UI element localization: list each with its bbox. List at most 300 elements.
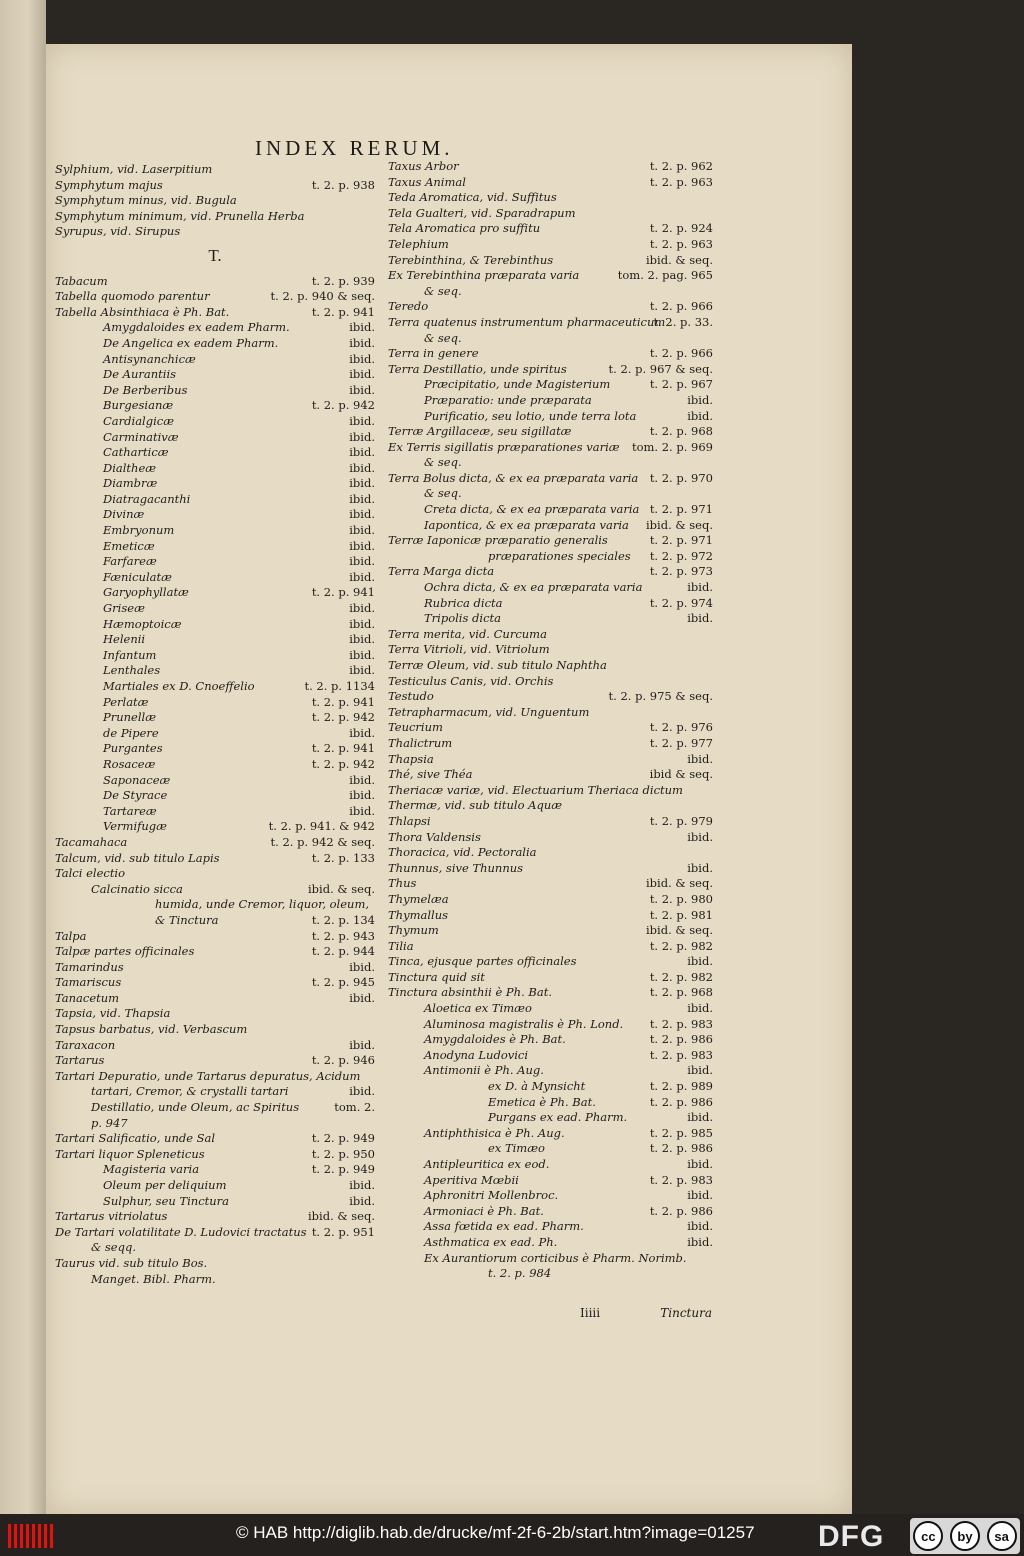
entry-reference: ibid. — [687, 408, 713, 423]
entry-term: Talpa — [55, 928, 87, 943]
entry-reference: t. 2. p. 975 & seq. — [608, 689, 713, 704]
entry-reference: t. 2. p. 986 — [649, 1032, 713, 1047]
index-entry — [55, 1256, 375, 1272]
entry-reference: ibid. — [687, 1001, 713, 1016]
entry-term: Teucrium — [388, 720, 443, 735]
entry-reference: t. 2. p. 939 — [311, 273, 375, 288]
index-entry — [55, 476, 375, 492]
index-entry — [388, 1219, 713, 1235]
entry-term: & seq. — [424, 455, 462, 470]
entry-reference: ibid. — [349, 601, 375, 616]
entry-term: Thé, sive Théa — [388, 767, 473, 782]
entry-reference: t. 2. p. 967 — [649, 377, 713, 392]
entry-term: Thlapsi — [388, 813, 431, 828]
entry-term: Præcipitatio, unde Magisterium — [424, 377, 611, 392]
entry-reference: ibid. — [349, 523, 375, 538]
entry-term: Tartarus vitriolatus — [55, 1209, 168, 1224]
entry-reference: t. 2. p. 966 — [649, 346, 713, 361]
entry-reference: ibid. — [349, 351, 375, 366]
entry-term: Tetrapharmacum, vid. Unguentum — [388, 704, 590, 719]
index-entry — [388, 237, 713, 253]
index-entry — [388, 299, 713, 315]
entry-term: Præparatio: unde præparata — [424, 392, 592, 407]
index-entry — [55, 570, 375, 586]
entry-term: Tartari liquor Spleneticus — [55, 1146, 205, 1161]
entry-term: Manget. Bibl. Pharm. — [91, 1271, 216, 1286]
entry-term: Terra in genere — [388, 346, 479, 361]
index-entry — [55, 913, 375, 929]
entry-term: Purgans ex ead. Pharm. — [488, 1110, 628, 1125]
entry-term: Asthmatica ex ead. Ph. — [424, 1234, 558, 1249]
entry-reference: ibid & seq. — [649, 767, 713, 782]
entry-reference: t. 2. p. 945 — [311, 975, 375, 990]
index-entry — [388, 642, 713, 658]
entry-term: Sulphur, seu Tinctura — [103, 1193, 230, 1208]
entry-reference: t. 2. p. 33. — [653, 314, 713, 329]
entry-term: Amygdaloides ex eadem Pharm. — [103, 320, 290, 335]
entry-reference: ibid. — [349, 413, 375, 428]
index-entry — [55, 1084, 375, 1100]
entry-reference: t. 2. p. 967 & seq. — [608, 361, 713, 376]
entry-term: Symphytum minimum, vid. Prunella Herba — [55, 208, 305, 223]
entry-term: Thermæ, vid. sub titulo Aquæ — [388, 798, 563, 813]
entry-reference: ibid. — [349, 1084, 375, 1099]
entry-term: Tabella quomodo parentur — [55, 289, 210, 304]
entry-reference: ibid. — [349, 460, 375, 475]
entry-term: & seq. — [424, 330, 462, 345]
entry-term: Aluminosa magistralis è Ph. Lond. — [424, 1016, 624, 1031]
index-entry — [55, 289, 375, 305]
entry-term: Destillatio, unde Oleum, ac Spiritus — [91, 1100, 300, 1115]
index-entry — [55, 788, 375, 804]
index-entry — [55, 960, 375, 976]
index-entry — [55, 224, 375, 240]
entry-term: Theriacæ variæ, vid. Electuarium Theriaca dictum — [388, 782, 683, 797]
index-entry — [55, 320, 375, 336]
entry-term: Perlatæ — [103, 694, 149, 709]
entry-term: Tinctura absinthii è Ph. Bat. — [388, 985, 552, 1000]
entry-term: Saponaceæ — [103, 772, 171, 787]
entry-term: ex D. à Mynsicht — [488, 1079, 586, 1094]
entry-reference: t. 2. p. 946 — [311, 1053, 375, 1068]
index-entry — [388, 1110, 713, 1126]
index-entry — [55, 1178, 375, 1194]
entry-reference: tom. 2. p. 969 — [631, 439, 713, 454]
index-entry — [55, 1022, 375, 1038]
index-entry — [55, 585, 375, 601]
index-entry — [55, 757, 375, 773]
index-entry — [388, 1204, 713, 1220]
index-entry — [55, 710, 375, 726]
entry-reference: t. 2. p. 968 — [649, 985, 713, 1000]
index-entry — [388, 970, 713, 986]
entry-term: Amygdaloides è Ph. Bat. — [424, 1032, 566, 1047]
index-entry — [388, 409, 713, 425]
entry-term: Tilia — [388, 938, 414, 953]
index-entry — [55, 274, 375, 290]
entry-reference: t. 2. p. 134 — [311, 912, 375, 927]
index-entry — [55, 819, 375, 835]
entry-reference: ibid. & seq. — [307, 1209, 375, 1224]
entry-reference: ibid. — [687, 611, 713, 626]
entry-term: Talpæ partes officinales — [55, 944, 195, 959]
entry-reference: t. 2. p. 941 — [311, 304, 375, 319]
entry-term: Tabella Absinthiaca è Ph. Bat. — [55, 304, 230, 319]
entry-reference: t. 2. p. 944 — [311, 944, 375, 959]
entry-term: Terra quatenus instrumentum pharmaceuticum — [388, 314, 666, 329]
index-entry — [55, 209, 375, 225]
index-entry — [55, 445, 375, 461]
index-entry — [388, 393, 713, 409]
entry-reference: t. 2. p. 973 — [649, 564, 713, 579]
index-entry — [55, 1225, 375, 1241]
index-entry — [388, 1188, 713, 1204]
entry-reference: t. 2. p. 941 — [311, 585, 375, 600]
entry-term: Iapontica, & ex ea præparata varia — [424, 517, 629, 532]
index-entry — [388, 767, 713, 783]
index-entry — [55, 601, 375, 617]
index-entry — [55, 1131, 375, 1147]
entry-reference: ibid. & seq. — [645, 252, 713, 267]
entry-reference: ibid. — [349, 788, 375, 803]
entry-term: Rosaceæ — [103, 756, 156, 771]
index-entry — [55, 1240, 375, 1256]
entry-term: De Berberibus — [103, 382, 188, 397]
entry-term: Tacamahaca — [55, 834, 128, 849]
by-icon: by — [950, 1521, 980, 1551]
entry-reference: ibid. — [349, 663, 375, 678]
entry-term: Cardialgicæ — [103, 413, 175, 428]
entry-reference: t. 2. p. 941 — [311, 741, 375, 756]
entry-term: Tartareæ — [103, 803, 157, 818]
entry-reference: t. 2. p. 963 — [649, 174, 713, 189]
entry-term: Testudo — [388, 689, 434, 704]
right-main-entries — [388, 159, 713, 1282]
entry-reference: t. 2. p. 949 — [311, 1131, 375, 1146]
entry-term: Terræ Argillaceæ, seu sigillatæ — [388, 424, 572, 439]
entry-term: De Tartari volatilitate D. Ludovici tractatus — [55, 1224, 307, 1239]
entry-term: & seq. — [424, 486, 462, 501]
index-entry — [388, 175, 713, 191]
index-entry — [388, 1095, 713, 1111]
entry-term: Tela Gualteri, vid. Sparadrapum — [388, 205, 576, 220]
entry-term: & Tinctura — [155, 912, 219, 927]
index-entry — [388, 908, 713, 924]
entry-term: Creta dicta, & ex ea præparata varia — [424, 502, 640, 517]
index-entry — [55, 1116, 375, 1132]
cc-license-badge[interactable] — [910, 1518, 1020, 1554]
index-right-column — [388, 159, 713, 1282]
entry-term: Tartari Depuratio, unde Tartarus depuratus, Acidum — [55, 1068, 361, 1083]
entry-term: Purificatio, seu lotio, unde terra lota — [424, 408, 637, 423]
entry-term: Terræ Oleum, vid. sub titulo Naphtha — [388, 658, 607, 672]
entry-term: Purgantes — [103, 741, 163, 756]
index-entry — [388, 502, 713, 518]
entry-reference: ibid. — [349, 507, 375, 522]
entry-reference: t. 2. p. 951 — [311, 1224, 375, 1239]
entry-reference: ibid. — [687, 392, 713, 407]
entry-term: & seq. — [424, 283, 462, 298]
index-entry — [55, 804, 375, 820]
index-entry — [55, 726, 375, 742]
entry-reference: ibid. — [349, 554, 375, 569]
entry-term: Aphronitri Mollenbroc. — [424, 1188, 559, 1203]
entry-term: Tela Aromatica pro suffitu — [388, 221, 541, 236]
index-entry — [388, 1126, 713, 1142]
entry-reference: t. 2. p. 972 — [649, 548, 713, 563]
index-entry — [55, 162, 375, 178]
entry-reference: ibid. & seq. — [307, 881, 375, 896]
entry-term: Farfareæ — [103, 554, 157, 569]
index-entry — [55, 554, 375, 570]
entry-term: Terræ Iaponicæ præparatio generalis — [388, 533, 608, 548]
entry-reference: t. 2. p. 979 — [649, 813, 713, 828]
entry-reference: ibid. — [349, 569, 375, 584]
entry-term: Teredo — [388, 299, 429, 314]
entry-term: Tapsus barbatus, vid. Verbascum — [55, 1022, 248, 1037]
index-entry — [388, 315, 713, 331]
entry-term: ex Timæo — [488, 1141, 545, 1156]
entry-term: Tinca, ejusque partes officinales — [388, 954, 577, 969]
entry-term: Emeticæ — [103, 538, 155, 553]
entry-term: Catharticæ — [103, 445, 169, 460]
index-entry — [55, 851, 375, 867]
entry-reference: ibid. — [349, 445, 375, 460]
entry-term: Infantum — [103, 647, 157, 662]
entry-reference: ibid. — [349, 382, 375, 397]
entry-reference: t. 2. p. 986 — [649, 1094, 713, 1109]
index-entry — [388, 1141, 713, 1157]
index-entry — [388, 985, 713, 1001]
index-entry — [388, 440, 713, 456]
index-entry — [388, 346, 713, 362]
entry-reference: ibid. — [349, 476, 375, 491]
entry-reference: t. 2. p. 133 — [311, 850, 375, 865]
index-entry — [388, 798, 713, 814]
index-entry — [55, 523, 375, 539]
entry-reference: ibid. & seq. — [645, 923, 713, 938]
entry-term: Emetica è Ph. Bat. — [488, 1094, 596, 1109]
index-entry — [388, 253, 713, 269]
entry-term: Sylphium, vid. Laserpitium — [55, 162, 213, 176]
entry-reference: t. 2. p. 971 — [649, 533, 713, 548]
entry-reference: t. 2. p. 962 — [649, 159, 713, 173]
entry-term: Terra Destillatio, unde spiritus — [388, 361, 567, 376]
entry-term: De Styrace — [103, 788, 168, 803]
index-entry — [388, 268, 713, 284]
entry-reference: t. 2. p. 985 — [649, 1125, 713, 1140]
index-entry — [388, 1173, 713, 1189]
entry-reference: t. 2. p. 977 — [649, 735, 713, 750]
entry-reference: ibid. — [349, 429, 375, 444]
index-entry — [55, 193, 375, 209]
entry-term: Garyophyllatæ — [103, 585, 189, 600]
index-entry — [388, 752, 713, 768]
entry-term: De Aurantiis — [103, 367, 177, 382]
entry-reference: ibid. — [687, 1188, 713, 1203]
index-entry — [388, 424, 713, 440]
entry-reference: t. 2. p. 968 — [649, 424, 713, 439]
entry-term: Vermifugæ — [103, 819, 167, 834]
index-entry — [55, 1038, 375, 1054]
entry-term: Carminativæ — [103, 429, 179, 444]
index-entry — [55, 367, 375, 383]
entry-term: Testiculus Canis, vid. Orchis — [388, 673, 554, 688]
entry-term: t. 2. p. 984 — [488, 1266, 552, 1281]
entry-term: Thora Valdensis — [388, 829, 481, 844]
index-entry — [55, 383, 375, 399]
index-entry — [388, 939, 713, 955]
entry-reference: ibid. — [687, 1063, 713, 1078]
index-entry — [55, 632, 375, 648]
index-entry — [388, 736, 713, 752]
index-entry — [55, 1053, 375, 1069]
entry-term: Helenii — [103, 632, 146, 647]
index-entry — [55, 539, 375, 555]
entry-term: Ochra dicta, & ex ea præparata varia — [424, 580, 643, 595]
entry-term: Thoracica, vid. Pectoralia — [388, 845, 537, 860]
entry-term: Calcinatio sicca — [91, 881, 183, 896]
entry-term: Thymallus — [388, 907, 448, 922]
entry-reference: ibid. — [349, 367, 375, 382]
index-entry — [55, 975, 375, 991]
catchword: Tinctura — [660, 1306, 712, 1320]
entry-term: Lenthales — [103, 663, 161, 678]
entry-term: Terra Bolus dicta, & ex ea præparata varia — [388, 470, 639, 485]
index-entry — [388, 1048, 713, 1064]
index-entry — [55, 1272, 375, 1288]
entry-reference: ibid. — [349, 990, 375, 1005]
index-left-column — [55, 162, 375, 1287]
index-entry — [388, 284, 713, 300]
entry-reference: ibid. — [349, 1193, 375, 1208]
index-entry — [55, 1194, 375, 1210]
index-entry — [55, 414, 375, 430]
entry-reference: t. 2. p. 982 — [649, 969, 713, 984]
index-entry — [388, 861, 713, 877]
entry-reference: ibid. — [349, 538, 375, 553]
entry-reference: ibid. — [687, 829, 713, 844]
index-entry — [55, 695, 375, 711]
index-entry — [388, 1079, 713, 1095]
section-letter: T. — [208, 245, 222, 265]
entry-reference: ibid. — [349, 725, 375, 740]
entry-reference: t. 2. p. 981 — [649, 907, 713, 922]
entry-term: Embryonum — [103, 523, 175, 538]
entry-term: Terra merita, vid. Curcuma — [388, 626, 547, 641]
entry-term: Taurus vid. sub titulo Bos. — [55, 1255, 208, 1270]
index-entry — [55, 492, 375, 508]
index-entry — [388, 471, 713, 487]
entry-term: Thapsia — [388, 751, 434, 766]
entry-reference: ibid. — [349, 616, 375, 631]
index-entry — [388, 923, 713, 939]
entry-term: Antimonii è Ph. Aug. — [424, 1063, 544, 1078]
entry-reference: tom. 2. — [334, 1100, 375, 1115]
index-entry — [388, 845, 713, 861]
entry-term: Armoniaci è Ph. Bat. — [424, 1203, 544, 1218]
entry-reference: t. 2. p. 976 — [649, 720, 713, 735]
entry-reference: ibid. — [687, 1219, 713, 1234]
index-entry — [388, 1266, 713, 1282]
index-entry — [388, 533, 713, 549]
entry-term: Ex Aurantiorum corticibus è Pharm. Norimb. — [424, 1250, 687, 1265]
entry-reference: t. 2. p. 963 — [649, 236, 713, 251]
index-entry — [55, 305, 375, 321]
entry-term: Symphytum minus, vid. Bugula — [55, 193, 237, 208]
entry-term: Terebinthina, & Terebinthus — [388, 252, 554, 267]
entry-term: Symphytum majus — [55, 177, 163, 192]
index-entry — [55, 1209, 375, 1225]
index-entry — [388, 518, 713, 534]
entry-reference: t. 2. p. 974 — [649, 595, 713, 610]
index-entry — [388, 486, 713, 502]
index-entry — [388, 190, 713, 206]
index-entry — [55, 398, 375, 414]
entry-term: Burgesianæ — [103, 398, 174, 413]
entry-term: Tartari Salificatio, unde Sal — [55, 1131, 216, 1146]
entry-reference: ibid. & seq. — [645, 876, 713, 891]
entry-term: Thus — [388, 876, 417, 891]
index-entry — [55, 835, 375, 851]
entry-reference: t. 2. p. 950 — [311, 1146, 375, 1161]
index-entry — [388, 830, 713, 846]
entry-reference: ibid. — [687, 580, 713, 595]
entry-term: Terra Vitrioli, vid. Vitriolum — [388, 642, 550, 657]
entry-term: Diambræ — [103, 476, 158, 491]
entry-reference: t. 2. p. 941 — [311, 694, 375, 709]
index-entry — [388, 221, 713, 237]
entry-term: Thymelæa — [388, 891, 449, 906]
entry-term: Rubrica dicta — [424, 595, 503, 610]
entry-reference: ibid. — [687, 860, 713, 875]
index-entry — [388, 1001, 713, 1017]
index-entry — [55, 897, 375, 913]
index-entry — [388, 783, 713, 799]
entry-reference: ibid. — [349, 959, 375, 974]
index-entry — [388, 455, 713, 471]
index-entry — [55, 430, 375, 446]
entry-reference: t. 2. p. 980 — [649, 891, 713, 906]
entry-term: Taxus Arbor — [388, 159, 459, 173]
entry-term: tartari, Cremor, & crystalli tartari — [91, 1084, 289, 1099]
index-entry — [388, 705, 713, 721]
entry-term: Anodyna Ludovici — [424, 1047, 529, 1062]
entry-term: Tinctura quid sit — [388, 969, 485, 984]
entry-reference: t. 2. p. 942 — [311, 710, 375, 725]
entry-reference: ibid. — [349, 1178, 375, 1192]
entry-reference: t. 2. p. 942 — [311, 756, 375, 771]
entry-reference: t. 2. p. 986 — [649, 1141, 713, 1156]
index-entry — [55, 461, 375, 477]
index-entry — [55, 1069, 375, 1085]
entry-term: Syrupus, vid. Sirupus — [55, 224, 181, 239]
entry-term: Thalictrum — [388, 735, 453, 750]
entry-term: Aloetica ex Timæo — [424, 1001, 532, 1016]
entry-term: Diatragacanthi — [103, 491, 191, 506]
entry-term: & seqq. — [91, 1240, 136, 1255]
entry-term: Tabacum — [55, 273, 108, 288]
entry-reference: t. 2. p. 942 — [311, 398, 375, 413]
index-entry — [55, 882, 375, 898]
copyright-link[interactable]: © HAB http://diglib.hab.de/drucke/mf-2f-6-2b/start.htm?image=01257 — [236, 1523, 755, 1542]
entry-term: Martiales ex D. Cnoeffelio — [103, 679, 255, 693]
entry-reference: t. 2. p. 938 — [311, 177, 375, 192]
index-entry — [55, 648, 375, 664]
index-entry — [388, 611, 713, 627]
entry-reference: ibid. — [687, 1157, 713, 1171]
index-entry — [388, 549, 713, 565]
